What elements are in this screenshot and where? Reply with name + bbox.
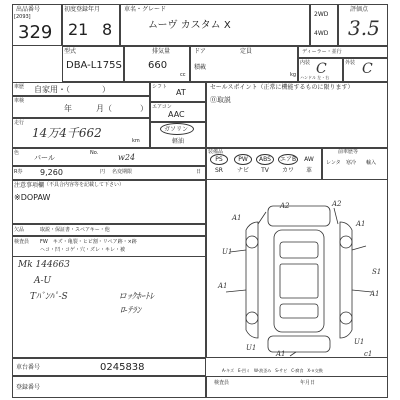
inspection-close: ） — [140, 104, 148, 113]
mark-s1-right: S1 — [372, 268, 382, 276]
transfer-unit: 日 — [196, 169, 202, 175]
fuel-diesel: 軽油 — [172, 138, 185, 145]
handle-label: ハンドル 左・右 — [300, 75, 330, 80]
car-name: ムーヴ カスタム X — [148, 20, 231, 31]
hw-line-5: ﾛ-ﾃﾗﾝ — [120, 306, 142, 316]
inspection-label: 車検 — [14, 98, 25, 104]
notes-label: 注意事項欄 — [14, 182, 45, 189]
shift-value: AT — [176, 88, 186, 97]
exterior-grade: C — [362, 61, 373, 77]
sales-point-content: ⓪取説 — [210, 96, 231, 104]
mark-u1-bottom-left: U1 — [246, 344, 257, 352]
hw-line-4: ロｯｸﾎｰﾄﾚ — [118, 292, 155, 302]
displacement-unit: cc — [180, 72, 186, 78]
inspection-row — [12, 96, 150, 118]
usage-label: 車歴 — [14, 84, 25, 90]
mark-a2-right: A2 — [332, 200, 342, 208]
capacity-label: 定員 — [240, 48, 253, 55]
model-label: 型式 — [64, 48, 77, 55]
equip-aw: AW — [304, 156, 314, 163]
door-label: ドア — [194, 48, 206, 55]
lot-sub: [2093] — [14, 14, 31, 20]
model-code: DBA-L175S — [66, 60, 122, 71]
missing-items: 取説・保証書・スペアキー・他 — [40, 227, 110, 233]
equip-leather: 革 — [305, 167, 312, 174]
prev-owner-2: 寒冷 — [346, 160, 357, 166]
reg-label: 登録番号 — [16, 384, 41, 391]
reg-row — [12, 376, 206, 398]
displacement-label: 排気量 — [152, 48, 171, 55]
equip-ps: PS — [215, 156, 223, 163]
equip-pw-circle — [234, 154, 252, 165]
score-value: 3.5 — [348, 16, 380, 40]
mark-a1-left: A1 — [232, 214, 242, 222]
color-code: w24 — [118, 153, 136, 162]
mileage-value: 14万4千662 — [32, 126, 102, 140]
exterior-label: 外装 — [345, 60, 356, 66]
fuel-circle — [160, 123, 194, 135]
mark-u1-bottom-right: U1 — [354, 338, 365, 346]
mileage-label: 走行 — [14, 120, 25, 126]
lot-number: 329 — [18, 22, 53, 43]
sales-point-box — [206, 82, 388, 148]
date-label: 年月日 — [300, 380, 316, 386]
mileage-unit: km — [132, 138, 140, 144]
tax-unit: 円 — [100, 169, 106, 175]
equip-tv: TV — [261, 167, 269, 174]
load-label: 積載 — [194, 64, 207, 71]
mark-a1-bottom: A1 — [276, 350, 286, 358]
interior-grade: C — [316, 61, 327, 77]
equip-sr: SR — [215, 167, 223, 174]
prev-owner-3: 輸入 — [366, 160, 377, 166]
car-diagram — [206, 180, 388, 358]
shift-label: シフト — [152, 84, 168, 90]
lot-label: 出品番号 — [16, 6, 41, 13]
inspector-label: 検査員 — [14, 239, 30, 245]
hw-line-2: A-U — [34, 276, 52, 286]
equipment-label: 装備品 — [208, 149, 224, 155]
color-no: No. — [90, 150, 99, 156]
grade-label: 評価点 — [350, 6, 369, 13]
mark-a1-right-low: A1 — [370, 290, 380, 298]
interior-label: 内装 — [300, 60, 311, 66]
year-label: 初度登録年月 — [64, 6, 101, 13]
mark-a2-left: A2 — [280, 202, 290, 210]
mark-u1-left: U1 — [222, 248, 233, 256]
inspection-month: 月（ — [96, 104, 112, 113]
equip-ps-circle — [210, 154, 228, 165]
notes-content: ※DOPAW — [14, 193, 51, 202]
transfer-label: 名変期限 — [112, 169, 133, 175]
color-label: 色 — [14, 150, 20, 156]
prev-owner-1: レンタ — [326, 160, 341, 166]
drive-4wd: 4WD — [314, 30, 329, 37]
equip-airbag: エアB — [279, 156, 297, 163]
mark-c1-bottom: c1 — [364, 350, 373, 358]
hw-line-1: Mk 144663 — [18, 260, 70, 270]
missing-label: 欠品 — [14, 227, 25, 233]
sig-box — [206, 376, 388, 398]
equip-airbag-circle — [278, 154, 298, 165]
inspection-year: 年 — [64, 104, 72, 113]
diagram-legend: A-キズ E-凹ミ W-波歪み S-サビ C-腐食 X-×交換 — [222, 368, 323, 373]
sig-label: 検査員 — [214, 380, 230, 386]
prev-owner-label: 前車歴等 — [338, 149, 359, 155]
year-value: 21 — [68, 20, 89, 39]
color-value: パール — [34, 154, 55, 162]
notes-sub: （不具合内容等を記載して下さい） — [44, 182, 125, 188]
drive-2wd: 2WD — [314, 11, 329, 18]
equip-navi: ナビ — [236, 167, 249, 174]
inspector-line1: ヘコ・凹・コゲ・穴・ズレ・キレ・被 — [40, 247, 125, 253]
chassis-label: 車台番号 — [16, 364, 41, 371]
equip-abs-circle — [256, 154, 274, 165]
sales-point-label: セールスポイント（正常に機能するものに限ります） — [210, 84, 354, 91]
ac-value: AAC — [168, 110, 185, 119]
inspector-chips: FW キズ・亀裂・ヒビ割・リペア跡・×跡 — [40, 239, 137, 245]
inspector-divider — [12, 256, 206, 257]
chassis-value: 0245838 — [100, 362, 145, 373]
month-value: 8 — [102, 20, 113, 39]
mark-a1-left-low: A1 — [218, 282, 228, 290]
equip-pw: PW — [238, 156, 248, 163]
dealer-label: ディーラー・並行 — [302, 49, 342, 55]
hw-line-3: Tﾊﾞﾝﾊﾟ-S — [30, 292, 68, 302]
ac-label: エアコン — [152, 104, 172, 110]
tax-value: 9,260 — [40, 168, 63, 177]
usage-value: 自家用・（ ） — [34, 85, 110, 94]
equip-kawa: カワ — [281, 167, 294, 174]
mark-a1-right: A1 — [356, 220, 366, 228]
displacement-value: 660 — [148, 60, 168, 71]
name-label: 車名・グレード — [124, 6, 167, 13]
fuel-gas: ガソリン — [164, 126, 189, 133]
equip-abs: ABS — [259, 156, 271, 163]
tax-label: R券 — [14, 169, 23, 175]
load-unit: kg — [290, 72, 297, 78]
